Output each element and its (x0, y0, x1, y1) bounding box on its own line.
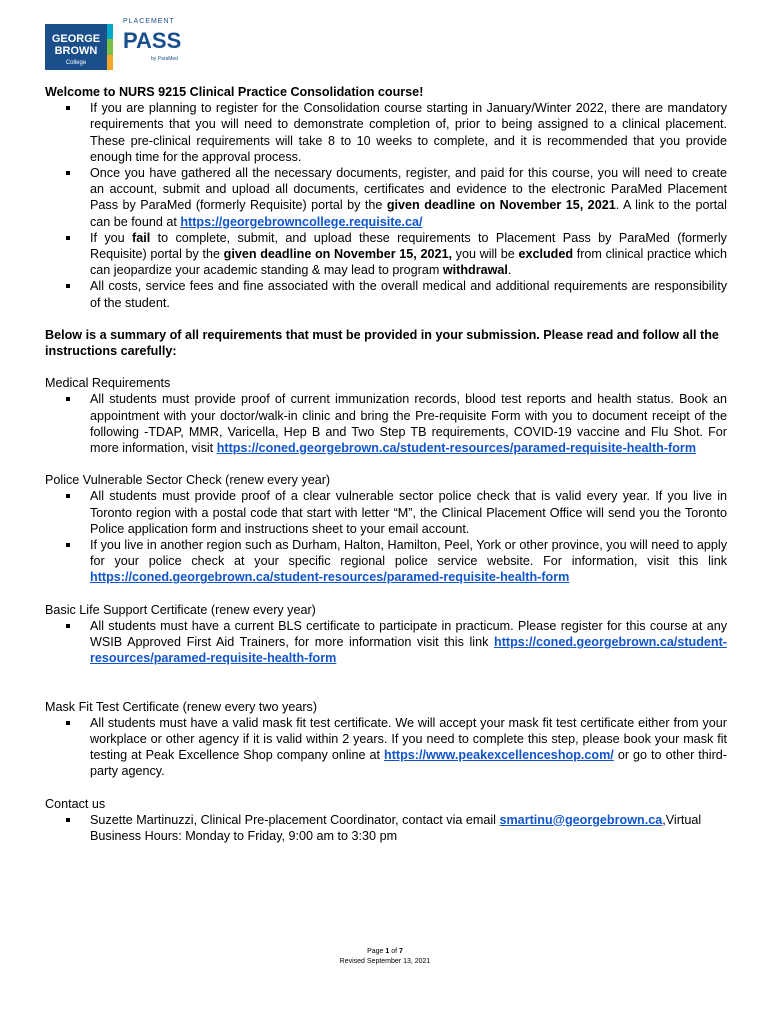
page-of: of (389, 948, 400, 955)
bls-bullet-1 (90, 618, 727, 667)
gb-logo-line2: BROWN (54, 45, 98, 57)
peak-excellence-link[interactable]: https://www.peakexcellenceshop.com/ (384, 748, 614, 763)
portal-link[interactable]: https://georgebrowncollege.requisite.ca/ (180, 214, 423, 229)
intro-b3-text-b: to complete, submit, and upload these requirements to Placement Pass by ParaMed (formerly Requisite) portal by the (90, 230, 727, 262)
contact-b1-tail: ,Virtual Business Hours: Monday to Friday, 9:00 am to 3:30 pm (90, 812, 702, 843)
intro-b3-fail: fail (132, 230, 151, 245)
page-footer (0, 947, 770, 967)
intro-bullet-2 (90, 165, 727, 230)
intro-b3-excluded: excluded (518, 247, 574, 262)
police-form-link[interactable]: https://coned.georgebrown.ca/student-resources/paramed-requisite-health-form (90, 570, 570, 585)
police-section (45, 472, 727, 585)
page-prefix: Page (367, 948, 386, 955)
bls-form-link[interactable]: https://coned.georgebrown.ca/student-resources/paramed-requisite-health-form (90, 635, 727, 666)
intro-b2-deadline: given deadline on November 15, 2021 (386, 198, 616, 213)
intro-title: Welcome to NURS 9215 Clinical Practice Consolidation course! (45, 85, 424, 99)
police-bullet-1: All students must provide proof of a clear vulnerable sector police check that is valid every year. If you live in Toronto region with a postal code that start with letter “M”, the Clinical Placement Office will send you the Toronto Police application form and instructions sheet to your email account. (90, 489, 727, 536)
page-total: 7 (399, 948, 403, 955)
police-b2-text: If you live in another region such as Durham, Halton, Hamilton, Peel, York or other province, you will need to apply for your police check at your specific regional police service website. For information, visit this link (90, 538, 727, 569)
mask-b1-text: All students must have a valid mask fit test certificate. We will accept your mask fit test certificate either from your workplace or other agency if it is valid within 2 years. If you need to complete this step, please book your mask fit testing at Peak Excellence Shop company online at (90, 715, 727, 763)
intro-b3-deadline: given deadline on November 15, 2021, (223, 247, 452, 262)
contact-email-link[interactable]: smartinu@georgebrown.ca (499, 812, 663, 827)
intro-b3-text-c: you will be (451, 247, 519, 262)
intro-b3-withdrawal: withdrawal (442, 263, 508, 278)
pp-logo-main: PASS (123, 28, 182, 53)
medical-form-link[interactable]: https://coned.georgebrown.ca/student-resources/paramed-requisite-health-form (216, 441, 697, 456)
intro-bullet-4: All costs, service fees and fine associated with the overall medical and additional requirements are responsibility of the student. (90, 279, 727, 310)
revised-date: Revised September 13, 2021 (339, 958, 431, 965)
page-current: 1 (385, 948, 390, 955)
intro-b3-text-d: from clinical practice which can jeopardize your academic standing & may lead to program (90, 247, 727, 278)
bls-title: Basic Life Support Certificate (renew every year) (45, 602, 316, 617)
police-bullet-2 (90, 537, 727, 586)
pp-logo-by: by ParaMed (151, 56, 178, 62)
medical-title: Medical Requirements (45, 376, 171, 391)
mask-b1-tail: or go to other third-party agency. (90, 748, 727, 779)
mask-bullet-1 (90, 715, 727, 780)
bls-b1-text: All students must have a current BLS certificate to participate in practicum. Please register for this course at any WSIB Approved First Aid Trainers, for more information visit this link (90, 618, 727, 650)
contact-list (45, 812, 727, 844)
mask-list (45, 715, 727, 780)
medical-list (45, 391, 727, 456)
mask-section (45, 699, 727, 780)
intro-bullet-3 (90, 230, 727, 279)
contact-bullet-1 (90, 812, 727, 844)
intro-list (45, 100, 727, 311)
mask-title: Mask Fit Test Certificate (renew every two years) (45, 699, 318, 714)
summary-heading: Below is a summary of all requirements that must be provided in your submission. Please read and follow all the instructions carefully: (45, 327, 719, 359)
spacer (45, 667, 727, 683)
police-list (45, 488, 727, 585)
page-number (0, 947, 770, 957)
police-title: Police Vulnerable Sector Check (renew every year) (45, 473, 331, 488)
medical-bullet-1 (90, 391, 727, 456)
george-brown-logo (45, 24, 113, 70)
intro-bullet-1: If you are planning to register for the Consolidation course starting in January/Winter 2022, there are mandatory requirements that you will need to demonstrate completion of, prior to being assigned to a clinical placement. These pre-clinical requirements will take 8 to 10 weeks to complete, and it is recommended that you provide enough time for the approval process. (90, 101, 727, 164)
contact-b1-text: Suzette Martinuzzi, Clinical Pre-placement Coordinator, contact via email (90, 812, 500, 827)
document-body (45, 84, 727, 844)
page-header (45, 18, 345, 68)
gb-logo-line3: College (65, 60, 87, 66)
contact-section (45, 796, 727, 845)
medical-b1-text: All students must provide proof of current immunization records, blood test reports and health status. Book an appointment with your doctor/walk-in clinic and bring the Pre-requisite Form with you to document receipt of the following -TDAP, MMR, Varicella, Hep B and Two Step TB requirements, COVID-19 vaccine and Flu Shot. For more information, visit (90, 392, 727, 456)
contact-title: Contact us (45, 796, 106, 811)
bls-section (45, 602, 727, 667)
intro-b2-text-a: Once you have gathered all the necessary documents, register, and paid for this course, you will need to create an account, submit and upload all documents, certificates and evidence to the electronic ParaMed Placement Pass by ParaMed (formerly Requisite) portal by the (90, 166, 727, 213)
intro-b3-text-e: . (507, 263, 512, 278)
placement-pass-logo (123, 18, 193, 74)
intro-b2-text-b: . A link to the portal can be found at (90, 198, 727, 229)
medical-section (45, 375, 727, 456)
intro-b3-text-a: If you (90, 230, 133, 245)
gb-logo-line1: GEORGE (51, 33, 101, 45)
bls-list (45, 618, 727, 667)
pp-logo-top: PLACEMENT (123, 18, 175, 25)
